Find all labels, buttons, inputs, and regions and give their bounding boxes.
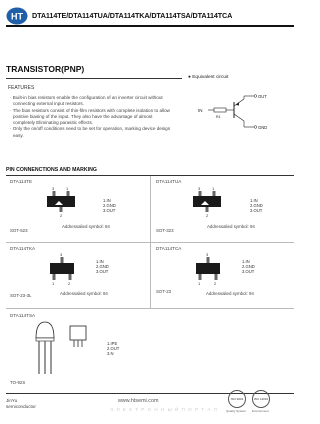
package-label-tka: SOT-23-3L <box>10 293 32 298</box>
chip-body <box>47 196 75 207</box>
resistor-r1 <box>214 108 226 112</box>
marking-symbol-tka: Addressalied symbol: 94 <box>60 291 108 296</box>
pin-list-tka <box>96 259 109 274</box>
pin-label: 2.OUT <box>107 346 120 351</box>
cell-label-te: DTA114TE <box>10 179 33 184</box>
pin-label: 3.OUT <box>96 269 109 274</box>
chip-body <box>36 322 54 338</box>
equivalent-circuit-title: Equivalent circuit <box>192 75 229 80</box>
pin-label: 1.IN <box>250 198 258 203</box>
equivalent-circuit-heading: ● Equivalent circuit <box>188 75 229 80</box>
company-name: JinYu <box>6 398 18 403</box>
pin-number: 3 <box>206 252 209 257</box>
svg-text:HT: HT <box>11 11 23 22</box>
company-subtitle: semiconductor <box>6 403 36 409</box>
website-url[interactable]: www.htsemi.com <box>118 398 159 404</box>
cell-label-tka: DTA114TKA <box>10 246 36 251</box>
pin-number: 1 <box>52 281 55 286</box>
document-title: DTA114TE/DTA114TUA/DTA114TKA/DTA114TSA/DTA114TCA <box>32 11 233 20</box>
pin-label: 1.IN <box>242 259 250 264</box>
circuit-label-in: IN <box>198 108 203 113</box>
pin-number: 2 <box>68 281 71 286</box>
pin-number: 2 <box>214 281 217 286</box>
pin-label: 1.IPE <box>107 341 118 346</box>
marking-symbol-tua: Addressalied symbol: 94 <box>207 224 255 229</box>
watermark-text: Э Л Е К Т Р О Н Н Ы Й П О Р Т А Л <box>110 407 218 412</box>
pin-number: 1 <box>198 281 201 286</box>
grid-divider-row2 <box>6 308 294 309</box>
grid-divider-row1 <box>6 242 294 243</box>
circuit-label-gnd: GND <box>258 125 268 130</box>
circuit-label-out: OUT <box>258 94 267 99</box>
package-label-tua: SOT-323 <box>156 228 174 233</box>
footer-company <box>6 398 36 409</box>
pin-label: 3.OUT <box>250 208 263 213</box>
pin-label: 2.GND <box>250 203 263 208</box>
footer-rule <box>6 393 294 394</box>
package-label-tsa: TO-92S <box>10 380 26 385</box>
equivalent-circuit-diagram <box>196 85 286 135</box>
feature-item: · Only the on/off conditions need to be set for operation, marking device design easy. <box>10 126 171 138</box>
iso14001-badge: ISO 14001 <box>252 390 270 408</box>
chip-sot23 <box>186 252 230 286</box>
pin-label: 1.IN <box>96 259 104 264</box>
iso14001-caption: Environment <box>252 409 269 413</box>
company-logo <box>6 7 28 25</box>
pin-number: 2 <box>206 213 209 218</box>
pin-list-tca <box>242 259 255 274</box>
pin-number: 1 <box>66 186 69 191</box>
chip-body <box>196 263 220 274</box>
pin-number: 3 <box>60 252 63 257</box>
marking-symbol-tca: Addressalied symbol: 94 <box>206 291 254 296</box>
pin-list-te <box>103 198 116 213</box>
pin-label: 3.N <box>107 351 114 356</box>
pin-section-heading: PIN CONNENCTIONS AND MARKING <box>6 167 97 173</box>
cell-label-tsa: DTA114TSA <box>10 313 36 318</box>
pin-label: 2.GND <box>242 264 255 269</box>
pin-label: 2.GND <box>96 264 109 269</box>
pin-label: 3.OUT <box>242 269 255 274</box>
pin-label: 1.IN <box>103 198 111 203</box>
package-label-te: SOT-523 <box>10 228 28 233</box>
pin-list-tua <box>250 198 263 213</box>
features-heading: FEATURES <box>8 85 35 91</box>
pin-number: 1 <box>212 186 215 191</box>
header-rule <box>6 25 294 27</box>
features-list <box>10 95 175 139</box>
feature-item: · Built-in bias resistors enable the configuration of an inverter circuit without connecting external input resistors. <box>10 95 163 107</box>
pin-number: 3 <box>198 186 201 191</box>
chip-sot523 <box>38 186 86 220</box>
part-type-rule <box>6 78 182 79</box>
feature-item: · The bias resistors consist of thin-film resistors with complete isolation to allow positive biasing of the input. They also have the advantage of almost completely Eliminating parasitic effects. <box>10 107 170 126</box>
chip-sot323 <box>184 186 232 220</box>
iso9001-badge: ISO 9001 <box>228 390 246 408</box>
circuit-label-r1: R1 <box>216 115 221 119</box>
chip-body <box>50 263 74 274</box>
pin-number: 3 <box>52 186 55 191</box>
package-label-tca: SOT-23 <box>156 289 172 294</box>
chip-to92s-front <box>30 320 60 378</box>
chip-sot23-3l <box>40 252 84 286</box>
pin-label: 3.OUT <box>103 208 116 213</box>
chip-body <box>193 196 221 207</box>
chip-to92s-side <box>66 324 90 348</box>
cell-label-tca: DTA114TCA <box>156 246 182 251</box>
pin-list-tsa <box>107 341 119 356</box>
part-type-heading: TRANSISTOR(PNP) <box>6 64 85 74</box>
marking-symbol-te: Addressalied symbol: 94 <box>62 224 110 229</box>
cell-label-tua: DTA114TUA <box>156 179 182 184</box>
iso9001-caption: Quality System <box>226 409 247 413</box>
pin-number: 2 <box>60 213 63 218</box>
pin-label: 2.GND <box>103 203 116 208</box>
transistor-collector <box>234 114 244 121</box>
